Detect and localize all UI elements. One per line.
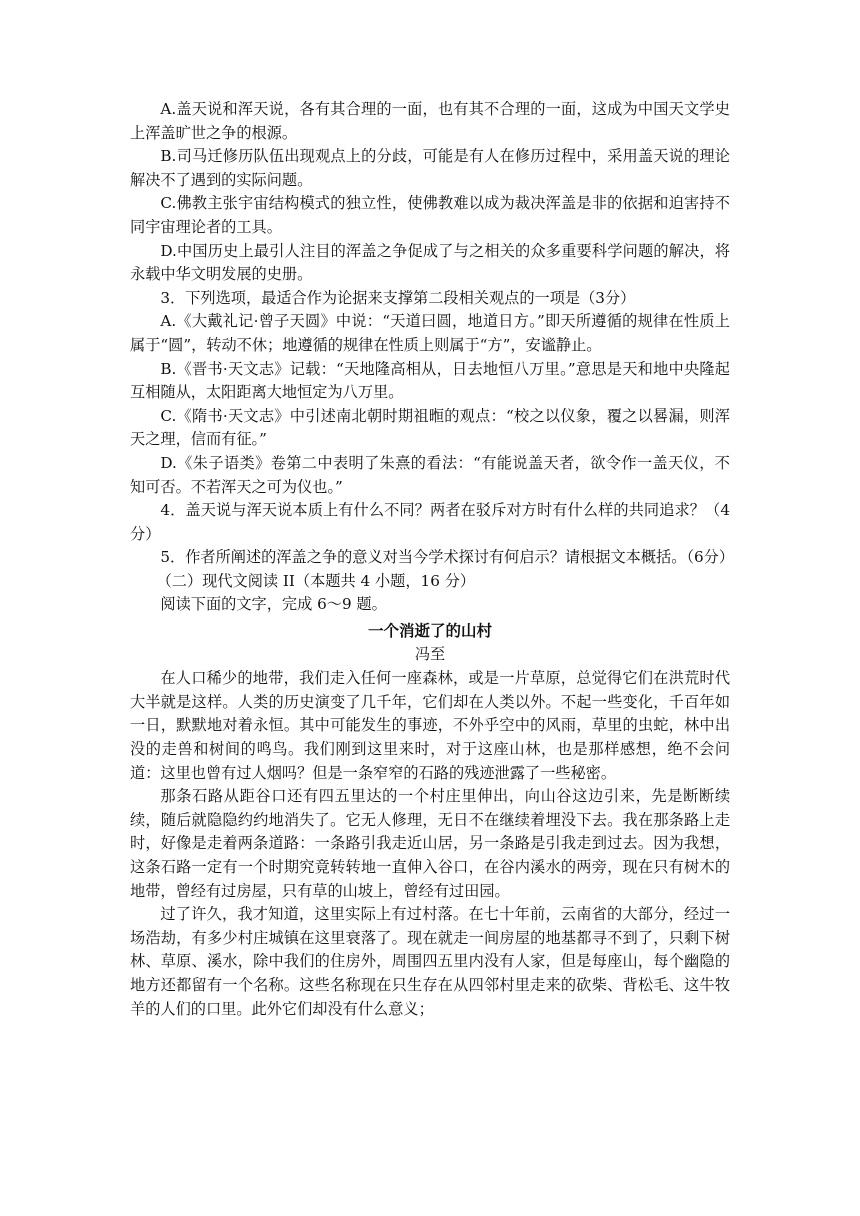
option-a: A.盖天说和浑天说，各有其合理的一面，也有其不合理的一面，这成为中国天文学史上浑盖旷世之争的根源。 (130, 100, 730, 142)
article-paragraph: 过了许久，我才知道，这里实际上有过村落。在七十年前，云南省的大部分，经过一场浩劫，有多少村庄城镇在这里衰落了。现在就走一间房屋的地基都寻不到了，只剩下树林、草原、溪水，除中我们的住房外，周围四五里内没有人家，但是每座山，每个幽隐的地方还都留有一个名称。这些名称现在只生存在从四邻村里走来的砍柴、背松毛、这牛牧羊的人们的口里。此外它们却没有什么意义； (130, 905, 730, 1018)
q3-option-b: B.《晋书·天文志》记载：“天地隆高相从，日去地恒八万里。”意思是天和地中央隆起互相随从，太阳距离大地恒定为八万里。 (130, 359, 730, 402)
option-c: C.佛教主张宇宙结构模式的独立性，使佛教难以成为裁决浑盖是非的依据和迫害持不同宇宙理论者的工具。 (130, 194, 730, 236)
q3-option-d: D.《朱子语类》卷第二中表明了朱熹的看法：“有能说盖天者，欲令作一盖天仪，不知可否。不若浑天之可为仪也。” (130, 453, 730, 496)
article-title: 一个消逝了的山村 (367, 621, 492, 641)
question-5: 5．作者所阐述的浑盖之争的意义对当今学术探讨有何启示？请根据文本概括。（6分） (160, 548, 735, 567)
q3-option-a: A.《大戴礼记·曾子天圆》中说：“天道曰圆，地道日方。”即天所遵循的规律在性质上属于“圆”，转动不休；地遵循的规律在性质上则属于“方”，安谧静止。 (130, 312, 730, 354)
option-d: D.中国历史上最引人注目的浑盖之争促成了与之相关的众多重要科学问题的解决，将永载中华文明发展的史册。 (130, 241, 730, 284)
article-paragraph: 那条石路从距谷口还有四五里达的一个村庄里伸出，向山谷这边引来，先是断断续续，随后就隐隐约约地消失了。它无人修理，无日不在继续着埋没下去。我在那条路上走时，好像是走着两条道路：一条路引我走近山居，另一条路是引我走到过去。因为我想，这条石路一定有一个时期究竟转转地一直伸入谷口，在谷内溪水的两旁，现在只有树木的地带，曾经有过房屋，只有草的山坡上，曾经有过田园。 (130, 787, 730, 900)
q3-option-c: C.《隋书·天文志》中引述南北朝时期祖暅的观点：“校之以仪象，覆之以晷漏，则浑天之理，信而有征。” (130, 406, 730, 449)
section-heading: （二）现代文阅读 II（本题共 4 小题，16 分） (156, 571, 476, 590)
section-instruction: 阅读下面的文字，完成 6～9 题。 (160, 595, 387, 614)
question-4: 4．盖天说与浑天说本质上有什么不同？两者在驳斥对方时有什么样的共同追求？（4分） (130, 501, 730, 543)
article-paragraph: 在人口稀少的地带，我们走入任何一座森林，或是一片草原，总觉得它们在洪荒时代大半就是这样。人类的历史演变了几千年，它们却在人类以外。不起一些变化，千百年如一日，默默地对着永恒。其中可能发生的事迹，不外乎空中的风雨，草里的虫蛇，林中出没的走兽和树间的鸣鸟。我们刚到这里来时，对于这座山林，也是那样感想，绝不会问道：这里也曾有过人烟吗？但是一条窄窄的石路的残迹泄露了一些秘密。 (130, 669, 730, 782)
question-3-stem: 3．下列选项，最适合作为论据来支撑第二段相关观点的一项是（3分） (160, 288, 636, 307)
document-page (130, 98, 735, 1021)
article-author: 冯至 (414, 644, 446, 663)
option-b: B.司马迁修历队伍出现观点上的分歧，可能是有人在修历过程中，采用盖天说的理论解决不了遇到的实际问题。 (130, 147, 730, 189)
